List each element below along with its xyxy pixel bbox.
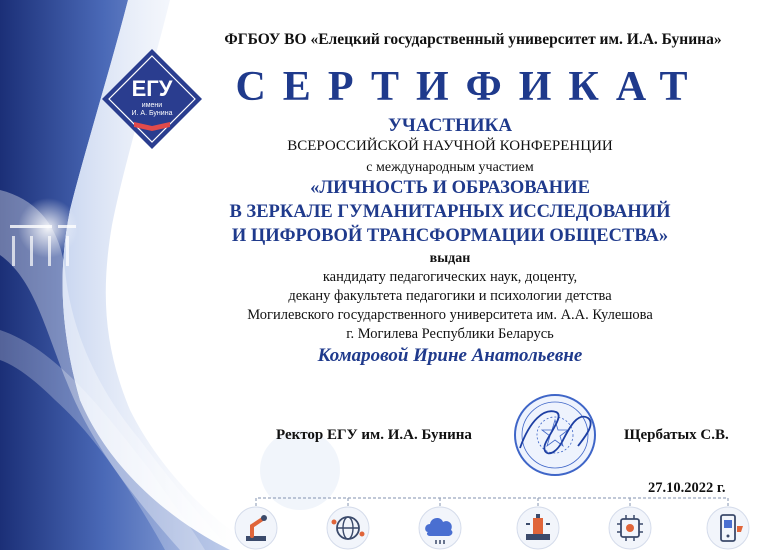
signatory-position: Ректор ЕГУ им. И.А. Бунина <box>276 427 472 443</box>
conference-topic-line3: И ЦИФРОВОЙ ТРАНСФОРМАЦИИ ОБЩЕСТВА» <box>231 226 669 246</box>
recipient-name: Комаровой Ирине Анатольевне <box>317 345 583 366</box>
issued-label: выдан <box>429 251 471 266</box>
recipient-position: декану факультета педагогики и психологии детства <box>288 288 612 304</box>
logo-sub-line2: И. А. Бунина <box>131 110 173 117</box>
conference-topic-line1: «ЛИЧНОСТЬ И ОБРАЗОВАНИЕ <box>310 178 590 198</box>
robot-arm-icon <box>235 507 277 549</box>
globe-network-icon <box>327 507 369 549</box>
technology-icon-strip <box>200 494 772 550</box>
issue-date: 27.10.2022 г. <box>648 480 726 496</box>
recipient-location: г. Могилева Республики Беларусь <box>346 326 554 342</box>
logo-sub-line1: имени <box>141 102 163 109</box>
logo-main-text: ЕГУ <box>131 76 173 101</box>
ai-chip-icon <box>609 507 651 549</box>
recipient-university: Могилевского государственного университета им. А.А. Кулешова <box>247 307 653 323</box>
organization-header: ФГБОУ ВО «Елецкий государственный университет им. И.А. Бунина» <box>224 31 722 48</box>
conference-topic-line2: В ЗЕРКАЛЕ ГУМАНИТАРНЫХ ИССЛЕДОВАНИЙ <box>229 202 671 222</box>
official-stamp-signature <box>500 390 610 480</box>
participation-note: с международным участием <box>366 160 534 175</box>
certificate-title: СЕРТИФИКАТ <box>235 64 705 110</box>
factory-robot-icon <box>517 507 559 549</box>
mobile-cart-icon <box>707 507 749 549</box>
signatory-name: Щербатых С.В. <box>624 427 729 443</box>
recipient-degree: кандидату педагогических наук, доценту, <box>322 269 578 285</box>
participant-role: УЧАСТНИКА <box>387 115 513 136</box>
conference-type: ВСЕРОССИЙСКОЙ НАУЧНОЙ КОНФЕРЕНЦИИ <box>287 138 613 154</box>
cloud-icon <box>419 507 461 549</box>
